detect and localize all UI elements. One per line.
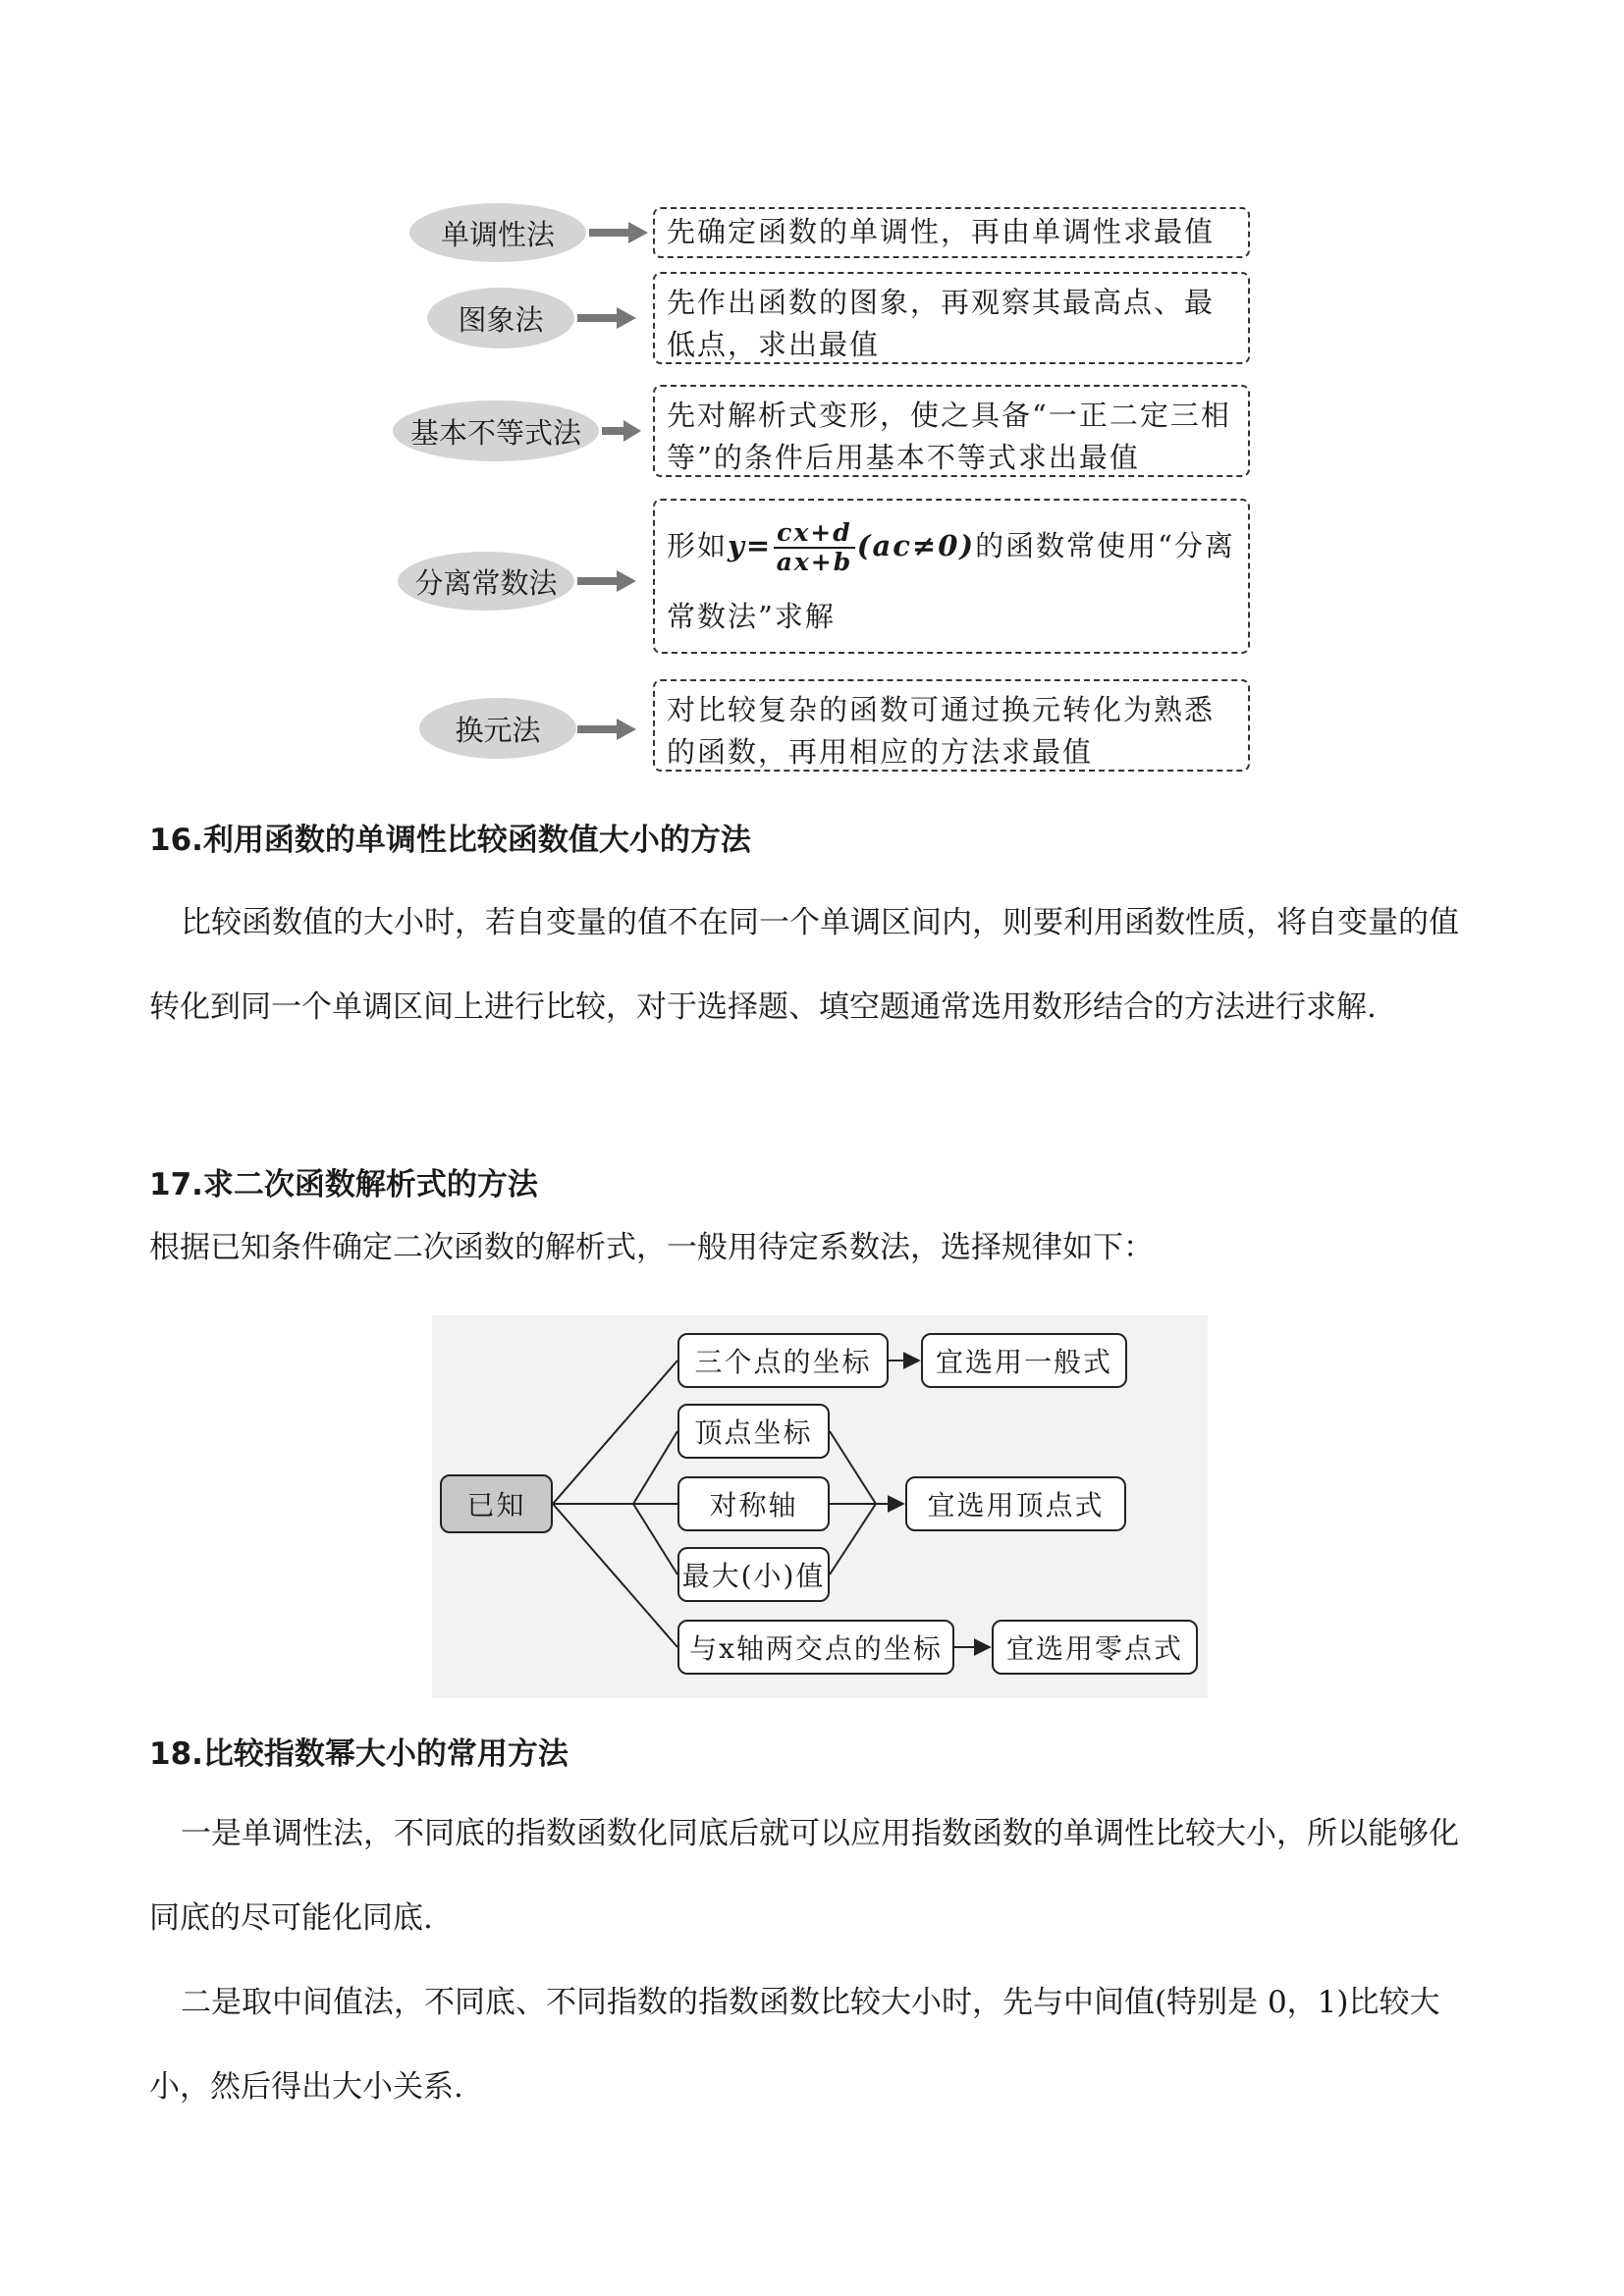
section-body <box>149 881 1485 1049</box>
flow-result: 宜选用一般式 <box>921 1333 1127 1388</box>
fraction <box>774 519 855 576</box>
method-description <box>653 499 1250 654</box>
method-description: 对比较复杂的函数可通过换元转化为熟悉的函数，再用相应的方法求最值 <box>653 679 1250 772</box>
arrow-right-icon <box>577 719 636 740</box>
formula-y: y= <box>728 529 773 562</box>
paragraph: 比较函数值的大小时，若自变量的值不在同一个单调区间内，则要利用函数性质，将自变量的值转化到同一个单调区间上进行比较，对于选择题、填空题通常选用数形结合的方法进行求解. <box>149 905 1459 1025</box>
fraction-denominator: ax+b <box>776 548 853 576</box>
desc-suffix: 的函数常使用“分离常数法”求解 <box>667 529 1235 633</box>
fraction-numerator: cx+d <box>774 519 855 549</box>
flow-root: 已知 <box>440 1474 553 1533</box>
method-pill: 基本不等式法 <box>393 400 599 461</box>
method-pill: 换元法 <box>419 698 576 759</box>
arrow-right-icon <box>577 307 636 329</box>
paragraph: 根据已知条件确定二次函数的解析式，一般用待定系数法，选择规律如下： <box>149 1230 1154 1265</box>
arrow-right-icon <box>577 570 636 592</box>
desc-prefix: 形如 <box>667 529 729 562</box>
flow-condition: 顶点坐标 <box>677 1404 830 1459</box>
flow-condition: 与x轴两交点的坐标 <box>677 1620 954 1675</box>
paragraph: 二是取中间值法，不同底、不同指数的指数函数比较大小时，先与中间值(特别是 0，1)比较大小，然后得出大小关系. <box>149 1985 1440 2105</box>
method-pill: 图象法 <box>427 288 574 348</box>
flow-condition: 三个点的坐标 <box>677 1333 889 1388</box>
formula-condition: (ac≠0) <box>856 529 976 562</box>
section-heading: 18.比较指数幂大小的常用方法 <box>149 1736 568 1772</box>
section-heading: 16.利用函数的单调性比较函数值大小的方法 <box>149 823 751 858</box>
arrow-right-icon <box>602 420 641 442</box>
method-pill: 单调性法 <box>409 203 586 262</box>
method-description: 先作出函数的图象，再观察其最高点、最低点，求出最值 <box>653 272 1250 364</box>
flow-result: 宜选用零点式 <box>992 1620 1198 1675</box>
section-heading: 17.求二次函数解析式的方法 <box>149 1167 538 1202</box>
paragraph: 一是单调性法，不同底的指数函数化同底后就可以应用指数函数的单调性比较大小，所以能够化同底的尽可能化同底. <box>149 1816 1459 1936</box>
flow-condition: 最大(小)值 <box>677 1547 830 1602</box>
method-description: 先对解析式变形，使之具备“一正二定三相等”的条件后用基本不等式求出最值 <box>653 385 1250 477</box>
method-description: 先确定函数的单调性，再由单调性求最值 <box>653 207 1250 258</box>
flow-result: 宜选用顶点式 <box>905 1476 1126 1531</box>
section-body <box>149 1226 1485 1269</box>
arrow-right-icon <box>589 222 648 243</box>
flow-condition: 对称轴 <box>677 1476 830 1531</box>
method-pill: 分离常数法 <box>398 552 574 611</box>
section-body <box>149 1791 1485 2129</box>
flow-diagram <box>432 1315 1208 1698</box>
